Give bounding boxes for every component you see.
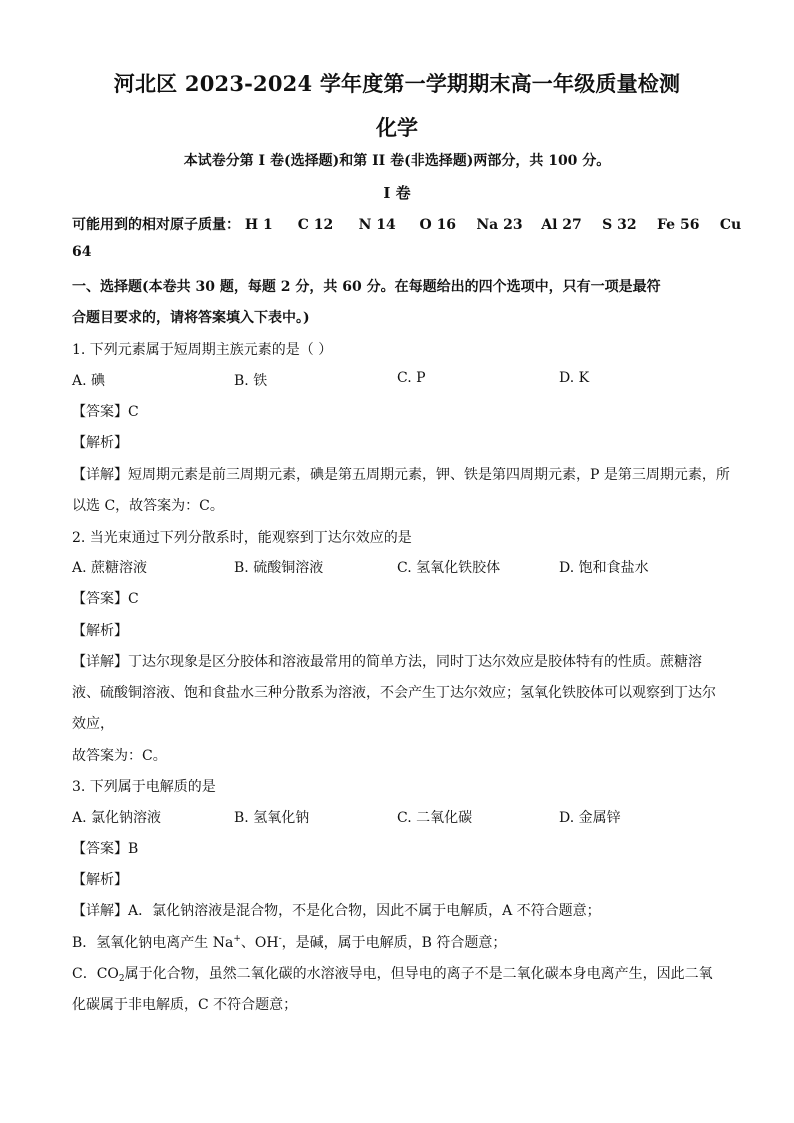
volume-heading: I 卷 <box>383 184 411 202</box>
question-2-detail-cont: 效应， <box>72 716 114 732</box>
question-2-detail-cont: 液、硫酸铜溶液、饱和食盐水三种分散系为溶液，不会产生丁达尔效应；氢氧化铁胶体可以观察到丁达尔 <box>72 685 716 701</box>
question-2-detail: 【详解】丁达尔现象是区分胶体和溶液最常用的简单方法，同时丁达尔效应是胶体特有的性质。蔗糖溶 <box>72 654 702 670</box>
question-1-answer: 【答案】C <box>72 404 139 420</box>
paper-note: 本试卷分第 I 卷(选择题)和第 II 卷(非选择题)两部分，共 100 分。 <box>183 153 611 169</box>
atomic-mass-item: Fe 56 <box>657 217 700 233</box>
question-3-detail-c-cont: 化碳属于非电解质，C 不符合题意； <box>72 997 298 1013</box>
question-3-answer: 【答案】B <box>72 841 139 857</box>
question-2-option-b: B. 硫酸铜溶液 <box>234 560 324 576</box>
question-3-detail-a: 【详解】A．氯化钠溶液是混合物，不是化合物，因此不属于电解质，A 不符合题意； <box>72 903 601 919</box>
atomic-mass-wrap: 64 <box>72 244 92 260</box>
detail-text: B．氢氧化钠电离产生 Na <box>72 935 234 951</box>
section-heading-cont: 合题目要求的，请将答案填入下表中。) <box>72 310 310 326</box>
question-2-option-a: A. 蔗糖溶液 <box>72 560 148 576</box>
atomic-mass-item: S 32 <box>602 217 637 233</box>
question-2-analysis: 【解析】 <box>72 623 128 639</box>
question-2-answer: 【答案】C <box>72 591 139 607</box>
atomic-mass-item: N 14 <box>358 217 396 233</box>
question-3-option-c: C. 二氧化碳 <box>397 810 473 826</box>
atomic-mass-item: C 12 <box>297 217 334 233</box>
question-1-option-c: C. P <box>397 370 426 386</box>
question-1-analysis: 【解析】 <box>72 435 128 451</box>
detail-text: 、OH <box>240 935 279 951</box>
question-2-stem: 2. 当光束通过下列分散系时，能观察到丁达尔效应的是 <box>72 530 412 546</box>
atomic-mass-line <box>72 214 742 234</box>
atomic-mass-item: Al 27 <box>541 217 582 233</box>
question-3-analysis: 【解析】 <box>72 872 128 888</box>
formula-subscript: 2 <box>118 974 125 984</box>
question-3-stem: 3. 下列属于电解质的是 <box>72 779 216 795</box>
exam-title: 河北区 2023-2024 学年度第一学期期末高一年级质量检测 <box>113 71 681 96</box>
subject-title: 化学 <box>376 115 418 140</box>
section-heading: 一、选择题(本卷共 30 题，每题 2 分，共 60 分。在每题给出的四个选项中，只有一项是最符 <box>72 279 661 295</box>
question-2-option-c: C. 氢氧化铁胶体 <box>397 560 501 576</box>
question-3-detail-c <box>72 963 724 984</box>
question-3-option-d: D. 金属锌 <box>559 810 621 826</box>
detail-text: ，是碱，属于电解质，B 符合题意； <box>281 935 507 951</box>
atomic-mass-item: O 16 <box>419 217 457 233</box>
detail-text: 属于化合物，虽然二氧化碳的水溶液导电，但导电的离子不是二氧化碳本身电离产生，因此二氧 <box>124 966 713 982</box>
question-1-option-d: D. K <box>559 370 590 386</box>
question-1-detail-cont: 以选 C，故答案为：C。 <box>72 498 224 514</box>
question-1-stem: 1. 下列元素属于短周期主族元素的是（ ） <box>72 342 333 358</box>
question-2-option-d: D. 饱和食盐水 <box>559 560 649 576</box>
question-3-option-b: B. 氢氧化钠 <box>234 810 310 826</box>
question-1-option-b: B. 铁 <box>234 373 268 389</box>
question-2-conclusion: 故答案为：C。 <box>72 748 167 764</box>
question-3-option-a: A. 氯化钠溶液 <box>72 810 162 826</box>
atomic-mass-label: 可能用到的相对原子质量： <box>72 217 240 233</box>
charge-superscript: - <box>278 934 282 944</box>
atomic-mass-item: H 1 <box>244 217 273 233</box>
question-3-detail-b <box>72 932 724 952</box>
detail-text: C．CO <box>72 966 119 982</box>
question-1-option-a: A. 碘 <box>72 373 106 389</box>
charge-superscript: + <box>233 934 241 944</box>
atomic-mass-item: Na 23 <box>476 217 523 233</box>
question-1-detail: 【详解】短周期元素是前三周期元素，碘是第五周期元素，钾、铁是第四周期元素，P 是第三周期元素，所 <box>72 467 730 483</box>
atomic-mass-item: Cu <box>719 217 742 233</box>
